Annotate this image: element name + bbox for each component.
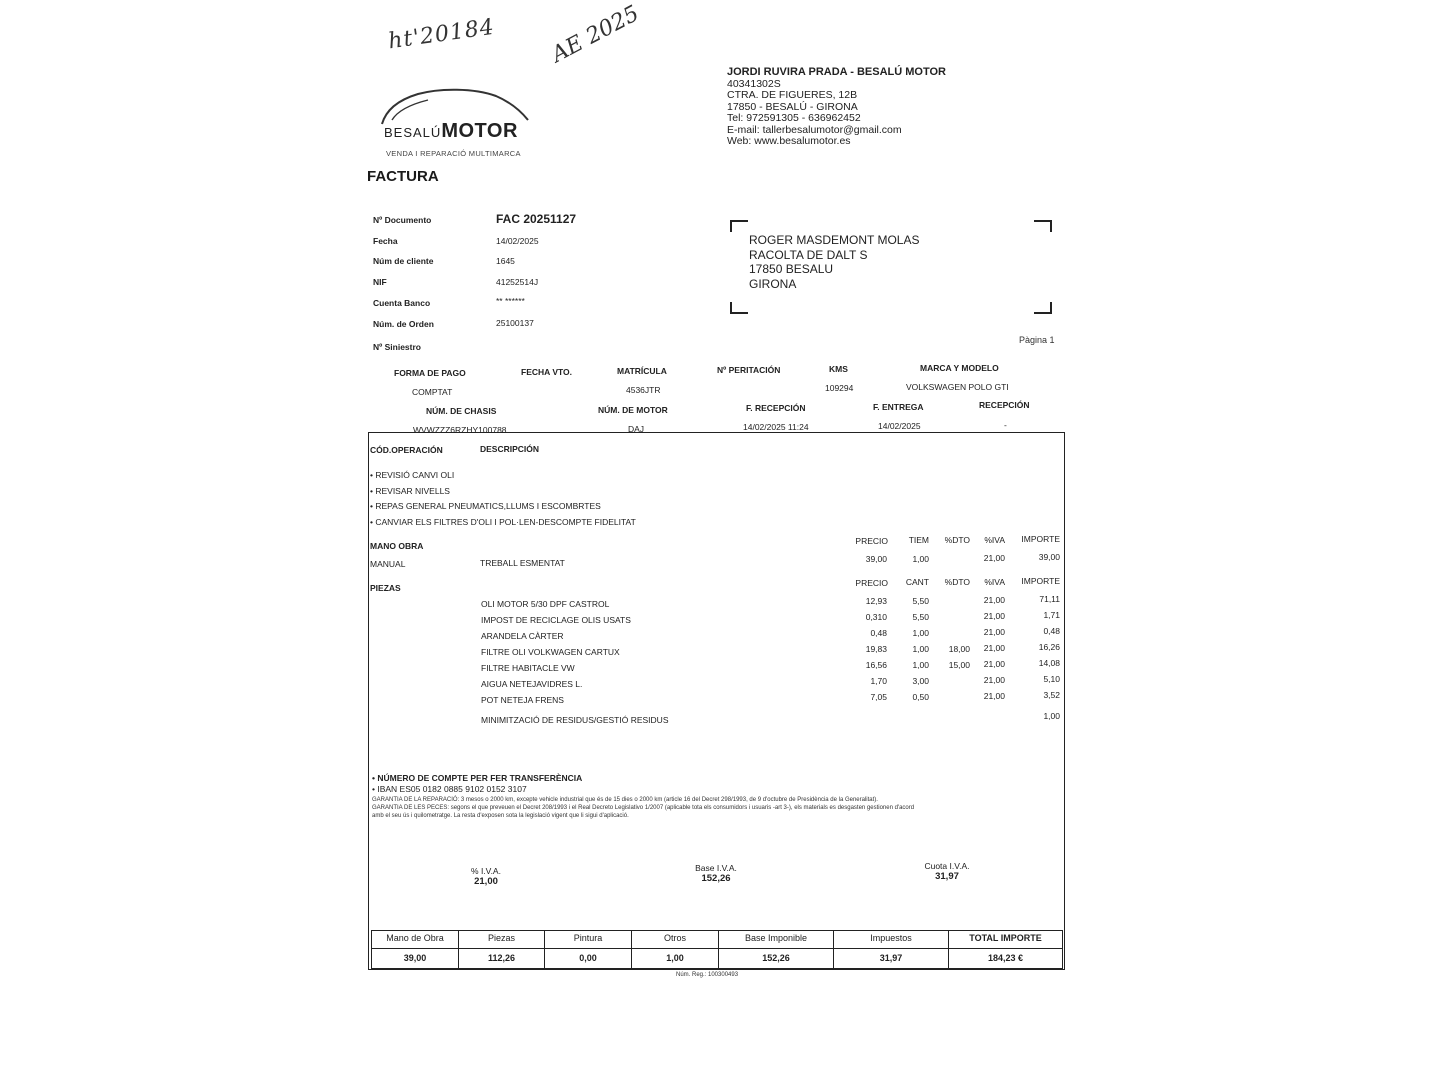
meta-value-order: 25100137 [496,318,534,328]
header-appraisal: Nº PERITACIÓN [717,365,781,375]
total-cell-parts [458,930,545,969]
total-label: Piezas [487,933,515,943]
part-amount: 1,71 [1043,610,1060,620]
meta-label-bank: Cuenta Banco [373,298,431,308]
value-reception: - [1004,420,1007,430]
company-email: E-mail: tallerbesalumotor@gmail.com [727,123,902,136]
column-op-code: CÓD.OPERACIÓN [370,445,443,455]
value-model: VOLKSWAGEN POLO GTI [906,382,1009,392]
grand-total-value: 184,23 € [987,953,1024,963]
total-cell-labor [371,930,459,969]
column-description: DESCRIPCIÓN [480,444,540,454]
value-kms: 109294 [825,383,854,393]
total-label: Mano de Obra [386,933,444,943]
total-label: Pintura [573,933,603,943]
company-nif: 40341302S [727,77,781,90]
operation-item: • REVISAR NIVELLS [370,486,450,496]
total-value: 112,26 [487,953,516,963]
total-value: 0,00 [579,953,597,963]
client-address-box [730,220,1052,314]
bank-title: • NÚMERO DE COMPTE PER FER TRANSFERÈNCIA [372,773,583,783]
totals-table [371,930,1063,969]
labor-header-time: TIEM [908,535,929,545]
meta-value-document: FAC 20251127 [496,212,577,226]
client-name: ROGER MASDEMONT MOLAS [749,233,920,247]
total-label: TOTAL IMPORTE [969,933,1042,943]
operation-item: • CANVIAR ELS FILTRES D'OLI I POL·LEN-DESCOMPTE FIDELITAT [370,517,636,527]
logo-wordmark [384,120,518,143]
vat-percent-label: % I.V.A. [471,866,501,876]
part-vat: 21,00 [983,595,1005,605]
total-value: 152,26 [762,953,790,963]
legal-note: amb el seu ús i quilometratge. La resta d'exposen sota la legislació vigent que li sigui d'aplicació. [372,813,629,819]
header-engine: NÚM. DE MOTOR [598,405,668,415]
bank-iban: • IBAN ES05 0182 0885 9102 0152 3107 [372,784,527,794]
part-price: 12,93 [865,596,887,606]
part-amount: 5,10 [1043,674,1060,684]
header-reception: RECEPCIÓN [979,400,1030,410]
labor-header-discount: %DTO [944,535,970,545]
client-city: 17850 BESALU [749,262,834,276]
labor-row-price: 39,00 [865,554,887,564]
vat-percent-block [456,866,516,887]
labor-row-amount: 39,00 [1038,552,1060,562]
invoice-detail-box [368,432,1065,970]
part-price: 16,56 [865,660,887,670]
vat-base-label: Base I.V.A. [695,863,737,873]
header-chassis: NÚM. DE CHASIS [426,406,497,416]
residues-desc: MINIMITZACIÓ DE RESIDUS/GESTIÓ RESIDUS [481,715,669,725]
corner-mark [730,302,748,314]
total-cell-taxable-base [718,930,834,969]
logo-name-bold: MOTOR [441,120,518,142]
vat-base-block [681,863,751,884]
value-chassis: WVWZZZ6RZHY100788 [413,425,507,435]
meta-label-document: Nº Documento [373,215,432,225]
meta-label-date: Fecha [373,236,398,246]
meta-label-claim: Nº Siniestro [373,342,421,352]
logo-tagline: VENDA I REPARACIÓ MULTIMARCA [386,149,521,158]
part-price: 1,70 [870,676,887,686]
labor-row-vat: 21,00 [983,553,1005,563]
header-reception-date: F. RECEPCIÓN [746,403,806,413]
part-desc: POT NETEJA FRENS [481,695,564,705]
operation-item: • REVISIÓ CANVI OLI [370,470,455,480]
part-discount: 18,00 [948,644,970,654]
part-price: 0,48 [870,628,887,638]
part-desc: FILTRE HABITACLE VW [481,663,575,673]
part-amount: 3,52 [1043,690,1060,700]
header-kms: KMS [829,364,848,374]
part-desc: AIGUA NETEJAVIDRES L. [481,679,583,689]
labor-header-price: PRECIO [855,536,888,546]
vat-base-value: 152,26 [701,873,731,884]
section-labor: MANO OBRA [370,541,424,551]
part-vat: 21,00 [983,691,1005,701]
section-parts: PIEZAS [370,583,401,593]
page-number: Pàgina 1 [1019,335,1055,345]
part-vat: 21,00 [983,611,1005,621]
value-delivery-date: 14/02/2025 [878,421,921,431]
total-cell-taxes [833,930,949,969]
meta-value-nif: 41252514J [496,277,539,287]
part-vat: 21,00 [983,627,1005,637]
total-value: 1,00 [666,953,684,963]
part-desc: IMPOST DE RECICLAGE OLIS USATS [481,615,631,625]
value-engine: DAJ [628,424,645,434]
meta-value-client: 1645 [496,256,515,266]
company-info [727,67,946,148]
total-cell-grand-total [948,930,1063,969]
vat-quota-label: Cuota I.V.A. [924,861,970,871]
parts-header-discount: %DTO [944,577,970,587]
part-qty: 0,50 [912,692,929,702]
parts-header-amount: IMPORTE [1021,576,1060,586]
part-price: 0,310 [865,612,887,622]
meta-label-nif: NIF [373,277,387,287]
part-qty: 1,00 [912,628,929,638]
document-title: FACTURA [367,168,439,185]
parts-header-price: PRECIO [855,578,888,588]
value-reception-date: 14/02/2025 11:24 [743,422,809,432]
residues-amount: 1,00 [1043,711,1060,721]
total-label: Impuestos [870,933,912,943]
vat-quota-block [912,861,982,882]
vat-quota-value: 31,97 [935,871,959,882]
meta-label-client: Núm de cliente [373,256,434,266]
part-desc: ARANDELA CÀRTER [481,631,564,641]
header-due-date: FECHA VTO. [521,367,573,377]
meta-value-date: 14/02/2025 [496,236,539,246]
meta-value-bank: ** ****** [496,296,525,306]
total-label: Base Imponible [744,933,808,943]
legal-warranty-parts: GARANTIA DE LES PECES: segons el que preveuen el Decret 208/1993 i el Real Decreto Legislativo 1/2007 (aplicable tota els consumidors i usuaris -art 3-), els materials es desgasten gestionen d'acord [372,805,915,811]
handwritten-note: ht'20184 [386,14,497,55]
company-street: CTRA. DE FIGUERES, 12B [727,89,858,101]
part-amount: 71,11 [1039,594,1060,604]
client-street: RACOLTA DE DALT S [749,247,868,262]
part-discount: 15,00 [948,660,970,670]
header-delivery-date: F. ENTREGA [873,402,924,412]
total-label: Otros [663,933,686,943]
part-qty: 1,00 [912,660,929,670]
legal-warranty-repair: GARANTIA DE LA REPARACIÓ: 3 mesos o 2000 km, excepte vehicle industrial que és de 15 dies o 2000 km (article 16 del Decret 298/1993, de 9 d'octubre de Presidència de la Generalitat). [372,797,878,803]
part-price: 7,05 [870,692,887,702]
corner-mark [1034,220,1052,232]
corner-mark [730,220,748,232]
value-payment: COMPTAT [412,387,453,397]
labor-row-desc: TREBALL ESMENTAT [480,558,565,568]
company-tel: Tel: 972591305 - 636962452 [727,112,861,124]
labor-header-amount: IMPORTE [1021,534,1060,544]
total-cell-other [631,930,719,969]
company-web: Web: www.besalumotor.es [727,135,851,147]
part-desc: OLI MOTOR 5/30 DPF CASTROL [481,599,610,609]
labor-row-time: 1,00 [912,554,929,564]
company-name: JORDI RUVIRA PRADA - BESALÚ MOTOR [727,66,946,78]
total-cell-paint [544,930,632,969]
part-amount: 0,48 [1043,626,1060,636]
logo-name-thin: BESALÚ [384,125,442,140]
part-amount: 16,26 [1038,642,1060,652]
handwritten-note-2: AE 2025 [547,1,644,68]
part-price: 19,83 [865,644,887,654]
total-value: 31,97 [879,953,903,963]
operation-item: • REPAS GENERAL PNEUMATICS,LLUMS I ESCOMBRTES [370,501,601,511]
part-vat: 21,00 [983,659,1005,669]
client-province: GIRONA [749,276,797,291]
company-logo [378,86,538,160]
part-qty: 3,00 [912,676,929,686]
labor-header-vat: %IVA [984,535,1005,545]
part-amount: 14,08 [1038,658,1060,668]
company-city: 17850 - BESALÚ - GIRONA [727,100,858,113]
part-qty: 1,00 [912,644,929,654]
corner-mark [1034,302,1052,314]
part-vat: 21,00 [983,643,1005,653]
client-address [749,233,919,291]
header-model: MARCA Y MODELO [920,363,999,373]
labor-row-code: MANUAL [370,559,406,569]
value-plate: 4536JTR [626,385,661,395]
part-vat: 21,00 [983,675,1005,685]
part-desc: FILTRE OLI VOLKWAGEN CARTUX [481,647,620,657]
meta-label-order: Núm. de Orden [373,319,434,329]
registry-number: Núm. Reg.: 100300493 [676,972,739,978]
header-payment: FORMA DE PAGO [394,368,466,378]
vat-percent-value: 21,00 [474,876,498,887]
total-value: 39,00 [403,953,427,963]
parts-header-qty: CANT [905,577,929,587]
part-qty: 5,50 [912,596,929,606]
parts-header-vat: %IVA [984,577,1005,587]
part-qty: 5,50 [912,612,929,622]
header-plate: MATRÍCULA [617,366,667,376]
